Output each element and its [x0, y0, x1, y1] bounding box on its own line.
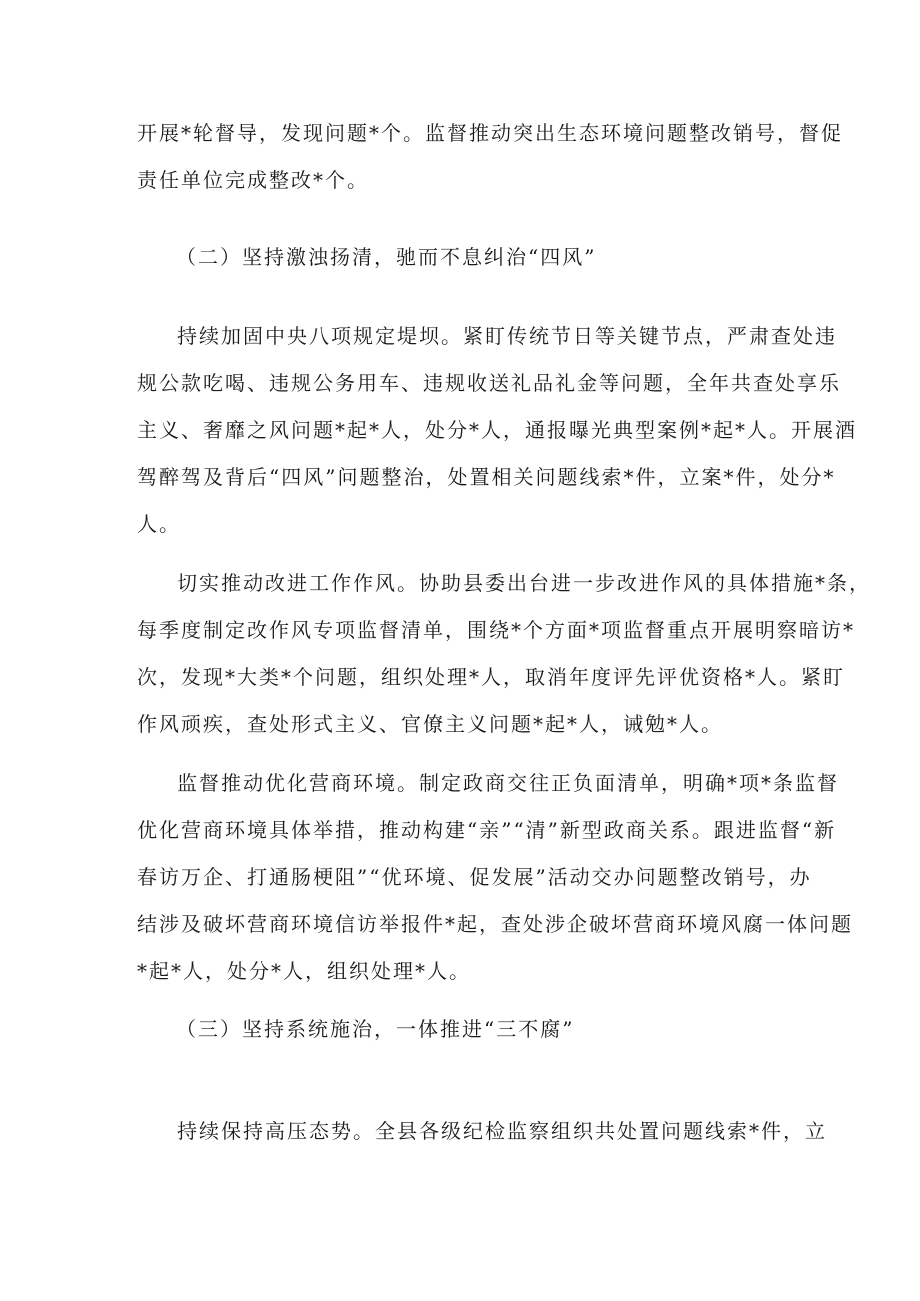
text-line: 春访万企、打通肠梗阻”“优环境、促发展”活动交办问题整改销号，办 [137, 865, 812, 889]
text-line: 切实推动改进工作作风。协助县委出台进一步改进作风的具体措施*条， [177, 571, 871, 595]
text-line: 作风顽疾，查处形式主义、官僚主义问题*起*人，诫勉*人。 [137, 712, 723, 736]
text-line: 次，发现*大类*个问题，组织处理*人，取消年度评先评优资格*人。紧盯 [137, 665, 845, 689]
paragraph-continued [137, 114, 843, 199]
text-line: 责任单位完成整改*个。 [137, 168, 369, 192]
paragraph-work-style [137, 564, 871, 743]
section-heading-two: （二）坚持激浊扬清，驰而不息纠治“四风” [176, 245, 597, 269]
text-line: *起*人，处分*人，组织处理*人。 [137, 959, 471, 983]
section-heading-three: （三）坚持系统施治，一体推进“三不腐” [176, 1017, 575, 1041]
text-line: 驾醉驾及背后“四风”问题整治，处置相关问题线索*件，立案*件，处分* [137, 465, 836, 489]
paragraph-eight-rules [137, 317, 857, 543]
text-line: 优化营商环境具体举措，推动构建“亲”“清”新型政商关系。跟进监督“新 [137, 818, 837, 842]
text-line: 每季度制定改作风专项监督清单，围绕*个方面*项监督重点开展明察暗访* [137, 618, 855, 642]
text-line: 持续保持高压态势。全县各级纪检监察组织共处置问题线索*件，立 [177, 1119, 827, 1143]
paragraph-business-environment [137, 764, 853, 990]
paragraph-high-pressure [137, 1112, 827, 1150]
text-line: 规公款吃喝、违规公务用车、违规收送礼品礼金等问题，全年共查处享乐 [137, 371, 841, 395]
text-line: 结涉及破坏营商环境信访举报件*起，查处涉企破坏营商环境风腐一体问题 [137, 912, 853, 936]
text-line: 持续加固中央八项规定堤坝。紧盯传统节日等关键节点，严肃查处违 [177, 324, 837, 348]
text-line: 监督推动优化营商环境。制定政商交往正负面清单，明确*项*条监督 [177, 771, 839, 795]
text-line: 开展*轮督导，发现问题*个。监督推动突出生态环境问题整改销号，督促 [137, 121, 843, 145]
text-line: 人。 [137, 512, 181, 536]
text-line: 主义、奢靡之风问题*起*人，处分*人，通报曝光典型案例*起*人。开展酒 [137, 418, 857, 442]
